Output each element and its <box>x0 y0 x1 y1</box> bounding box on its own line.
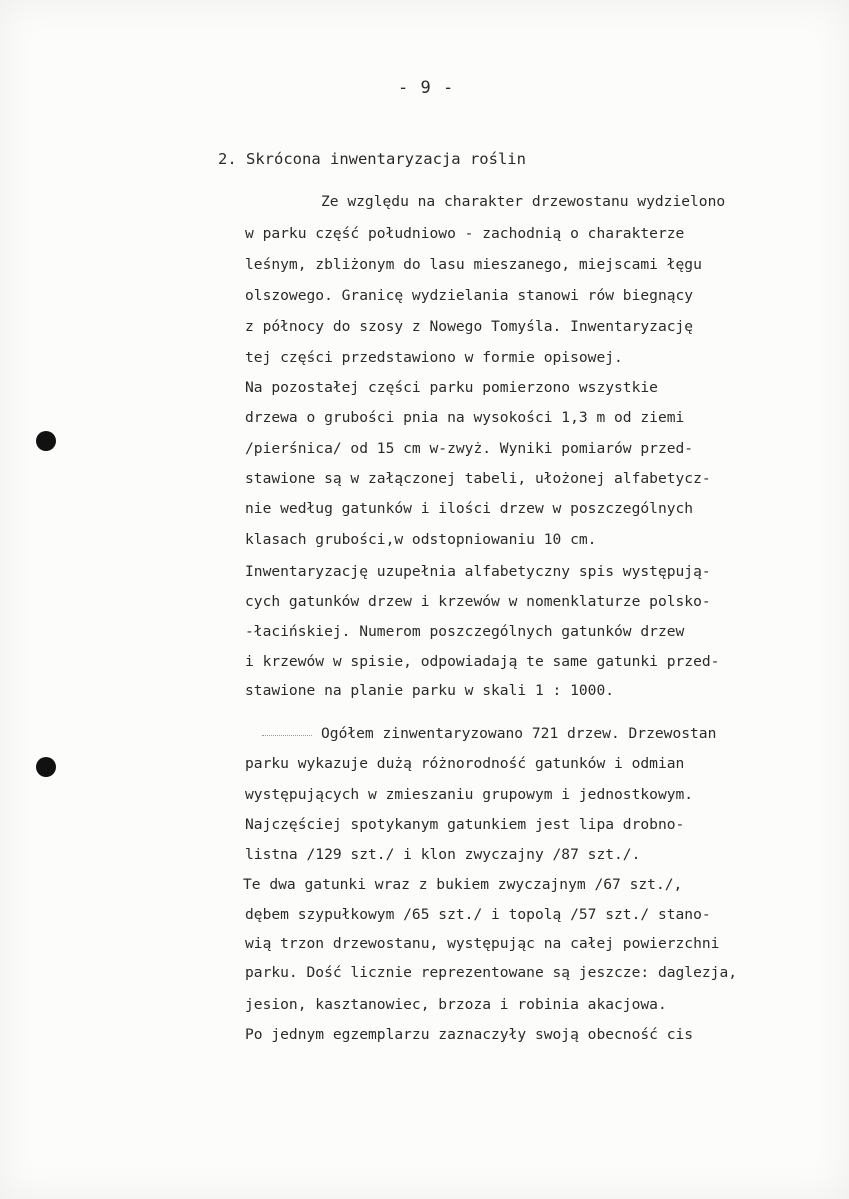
text-line: -łacińskiej. Numerom poszczególnych gatunków drzew <box>245 623 685 640</box>
text-line: w parku część południowo - zachodnią o charakterze <box>245 225 685 242</box>
text-line: Te dwa gatunki wraz z bukiem zwyczajnym /67 szt./, <box>243 876 683 893</box>
text-line: parku wykazuje dużą różnorodność gatunków i odmian <box>245 755 685 772</box>
text-line: Na pozostałej części parku pomierzono wszystkie <box>245 379 658 396</box>
dotted-mark <box>262 735 312 736</box>
text-line: olszowego. Granicę wydzielania stanowi rów biegnący <box>245 287 694 304</box>
text-line: Ze względu na charakter drzewostanu wydzielono <box>321 193 726 210</box>
text-line: i krzewów w spisie, odpowiadają te same gatunki przed- <box>245 653 720 670</box>
text-line: listna /129 szt./ i klon zwyczajny /87 szt./. <box>245 846 641 863</box>
text-line: Ogółem zinwentaryzowano 721 drzew. Drzewostan <box>321 725 717 742</box>
text-line: stawione są w załączonej tabeli, ułożonej alfabetycz- <box>245 470 711 487</box>
text-line: występujących w zmieszaniu grupowym i jednostkowym. <box>245 786 694 803</box>
text-line: wią trzon drzewostanu, występując na całej powierzchni <box>245 935 720 952</box>
punch-hole-top <box>36 431 56 451</box>
text-line: dębem szypułkowym /65 szt./ i topolą /57 szt./ stano- <box>245 906 711 923</box>
text-line: Inwentaryzację uzupełnia alfabetyczny spis występują- <box>245 563 711 580</box>
section-heading: 2. Skrócona inwentaryzacja roślin <box>218 150 526 168</box>
text-line: leśnym, zbliżonym do lasu mieszanego, miejscami łęgu <box>245 256 702 273</box>
text-line: drzewa o grubości pnia na wysokości 1,3 m od ziemi <box>245 409 685 426</box>
text-line: Najczęściej spotykanym gatunkiem jest lipa drobno- <box>245 816 685 833</box>
text-line: Po jednym egzemplarzu zaznaczyły swoją obecność cis <box>245 1026 694 1043</box>
text-line: parku. Dość licznie reprezentowane są jeszcze: daglezja, <box>245 964 738 981</box>
text-line: stawione na planie parku w skali 1 : 1000. <box>245 682 615 699</box>
text-line: cych gatunków drzew i krzewów w nomenklaturze polsko- <box>245 593 711 610</box>
text-line: /pierśnica/ od 15 cm w-zwyż. Wyniki pomiarów przed- <box>245 440 694 457</box>
punch-hole-bottom <box>36 757 56 777</box>
text-line: z północy do szosy z Nowego Tomyśla. Inwentaryzację <box>245 318 694 335</box>
text-line: jesion, kasztanowiec, brzoza i robinia akacjowa. <box>245 996 667 1013</box>
page-number: - 9 - <box>398 78 455 98</box>
text-line: klasach grubości,w odstopniowaniu 10 cm. <box>245 531 597 548</box>
text-line: nie według gatunków i ilości drzew w poszczególnych <box>245 500 694 517</box>
text-line: tej części przedstawiono w formie opisowej. <box>245 349 623 366</box>
